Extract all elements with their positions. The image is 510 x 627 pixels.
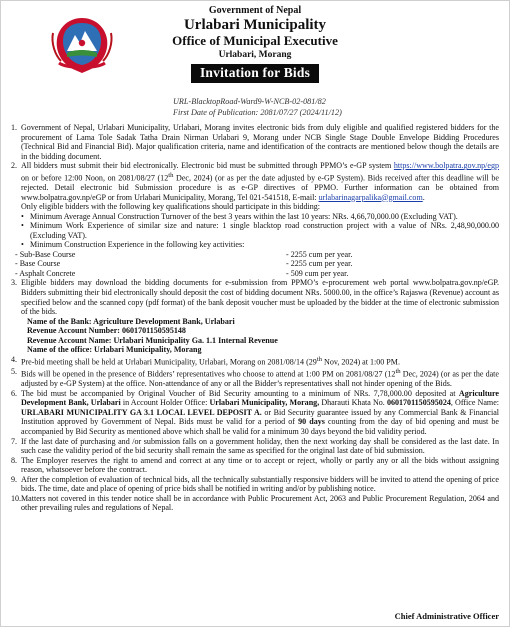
municipality-title: Urlabari Municipality bbox=[183, 17, 327, 33]
clause-text: . bbox=[422, 192, 425, 202]
clause-text: Nov, 2024) at 1:00 PM. bbox=[322, 357, 400, 367]
clause-3 bbox=[11, 278, 499, 316]
clause-9 bbox=[11, 475, 499, 494]
clause-text: Dec, 2024) (or as per the date adjusted by e-GP System). Bids received after this deadline will be rejected. Detail electronic bid Submission procedure is as e-GP directives of PPMO. Further information can be obtained from www.bolpatra.gov.np/eGP or from Urlabari Municipality, Morang, Tel 021-541518, E-mail: bbox=[21, 173, 499, 202]
activity-quantity: - 509 cum per year. bbox=[286, 268, 349, 278]
qualification-text: Minimum Average Annual Construction Turnover of the best 3 years within the last 10 years: NRs. 4,66,70,000.00 (Excluding VAT). bbox=[30, 211, 458, 221]
activity-name: - Asphalt Concrete bbox=[15, 268, 76, 278]
qualification-text: Minimum Construction Experience in the following key activities: bbox=[30, 240, 245, 250]
clause-number: 10. bbox=[11, 493, 22, 503]
eligibility-intro: Only eligible bidders with the following key qualifications should participate in this bidding: bbox=[21, 202, 321, 212]
clause-text: After the completion of evaluation of technical bids, all the technically substantially responsive bidders will be invited to attend the opening of price bids. The time, date and place of opening of price bids shall be notified in writing and/or by publishing notice. bbox=[21, 474, 499, 494]
qualification-activities bbox=[11, 240, 499, 250]
revenue-account-number: Revenue Account Number: 0601701150595148 bbox=[27, 326, 186, 336]
qualification-turnover bbox=[11, 212, 499, 222]
clause-number: 6. bbox=[11, 388, 18, 398]
clause-text: Dharauti Khata No. bbox=[319, 398, 387, 408]
clause-number: 8. bbox=[11, 455, 18, 465]
clause-text: The bid must be accompanied by Original Voucher of Bid Security amounting to a minimum of NRs. 7,78,000.00 deposited at bbox=[21, 388, 459, 398]
clause-text: If the last date of purchasing and /or submission falls on a government holiday, then the next working day shall be considered as the last date. In such case the validity period of the bid security shall remain the same as specified for the original last date of bid submission. bbox=[21, 436, 499, 456]
clause-text: All bidders must submit their bid electronically. Electronic bid must be submitted through PPMO’s e-GP system bbox=[21, 161, 394, 171]
egp-link[interactable]: https://www.bolpatra.gov.np/egp bbox=[393, 161, 499, 171]
revenue-account-name: Revenue Account Name: Urlabari Municipality Ga. 1.1 Internal Revenue bbox=[27, 335, 278, 345]
clause-text: counting from the day of bid opening and must be accompanied by Bid Security as mentioned above which shall be valid for a minimum 30 days beyond the bid validity period. bbox=[21, 417, 499, 436]
header bbox=[11, 5, 499, 123]
clause-7 bbox=[11, 437, 499, 456]
account-holder: Urlabari Municipality, Morang, bbox=[209, 398, 320, 408]
clause-text: Government of Nepal, Urlabari Municipality, Urlabari, Morang invites electronic bids from duly eligible and qualified registered bidders for the procurement of Lama Tole Sadak Tatha Drain Nirman Urlabari 9, Morang under NCB Single Stage Double Envelope Bidding Procedures (Technical Bid and Financial Bid). Major qualification criteria, name and identification of the contracts are mentioned below though the details are in the bidding document. bbox=[21, 123, 499, 161]
invitation-banner: Invitation for Bids bbox=[191, 64, 319, 83]
deposit-account-number: 0601701150595024 bbox=[386, 398, 451, 408]
ordinal-suffix: th bbox=[395, 368, 401, 376]
clause-number: 5. bbox=[11, 367, 18, 377]
clause-number: 9. bbox=[11, 474, 18, 484]
clause-number: 3. bbox=[11, 278, 18, 288]
clause-1 bbox=[11, 123, 499, 161]
activity-name: - Sub-Base Course bbox=[15, 249, 76, 259]
bullet-icon: • bbox=[21, 211, 24, 221]
clause-number: 2. bbox=[11, 161, 18, 171]
bullet-icon: • bbox=[21, 240, 24, 250]
clause-text: in Account Holder Office: bbox=[120, 398, 210, 408]
clause-text: Bids will be opened in the presence of Bidders’ representatives who choose to attend at 1:00 PM on 2081/08/27 (12 bbox=[21, 369, 396, 379]
activity-name: - Base Course bbox=[15, 259, 61, 269]
clause-text: Eligible bidders may download the bidding documents for e-submission from PPMO’s e-procurement web portal www.bolpatra.gov.np/eGP. Bidders submitting their bid electronically should deposit the cost of bidding document NRs. 5000.00, in the office’s Rajaswa (Revenue) account as specified below and the scanned copy (pdf format) of the bank deposit voucher must be uploaded by the bidder at the time of electronic submission of the bids. bbox=[21, 278, 499, 317]
government-label: Government of Nepal bbox=[208, 5, 302, 16]
deposit-office-name: URLABARI MUNICIPALITY GA 3.1 LOCAL LEVEL DEPOSIT A. bbox=[21, 407, 262, 417]
email-link[interactable]: urlabarinagarpalika@gmail.com bbox=[318, 192, 423, 202]
clause-text: Dec, 2024) (or as per the date adjusted by e-GP System) at the office. Non-attendance of any or all the Bidder’s representatives shall not hinder opening of the Bids. bbox=[21, 369, 499, 389]
experience-row bbox=[11, 269, 499, 279]
clause-text: The Employer reserves the right to amend and correct at any time or to accept or reject, wholly or partly any or all the bids without assigning reason, whatsoever before the contract. bbox=[21, 455, 499, 475]
bank-name: Name of the Bank: Agriculture Development Bank, Urlabari bbox=[27, 316, 235, 326]
clause-4 bbox=[11, 355, 499, 367]
clause-number: 4. bbox=[11, 354, 18, 364]
clause-text: , Office Name: bbox=[450, 398, 500, 408]
clause-2 bbox=[11, 161, 499, 202]
notice-body bbox=[11, 123, 499, 513]
qualification-text: Minimum Work Experience of similar size and nature: 1 single blacktop road construction project with a value of NRs. 2,48,90,000.00 (Excluding VAT). bbox=[30, 221, 499, 240]
activity-quantity: - 2255 cum per year. bbox=[286, 249, 353, 259]
ordinal-suffix: th bbox=[316, 355, 323, 363]
publication-date: First Date of Publication: 2081/07/27 (2024/11/12) bbox=[173, 107, 342, 117]
reference-number: URL-BlacktopRoad-Ward9-W-NCB-02-081/82 bbox=[173, 97, 326, 106]
clause-10 bbox=[11, 494, 499, 513]
office-name: Name of the office: Urlabari Municipality, Morang bbox=[27, 345, 202, 355]
clause-text: on or before 12:00 Noon, on 2081/08/27 (12 bbox=[21, 173, 169, 183]
address: Urlabari, Morang bbox=[218, 50, 292, 60]
signature-block: Chief Administrative Officer bbox=[394, 611, 499, 621]
deposit-bank: Agriculture Development Bank, Urlabari bbox=[21, 388, 499, 408]
clause-5 bbox=[11, 367, 499, 389]
activity-quantity: - 2255 cum per year. bbox=[286, 259, 353, 269]
clause-8 bbox=[11, 456, 499, 475]
ordinal-suffix: th bbox=[168, 171, 174, 179]
clause-6 bbox=[11, 389, 499, 437]
qualification-experience bbox=[11, 221, 499, 240]
clause-text: or Bid Security guarantee issued by any Commercial Bank & Financial Institution approved by Government of Nepal. Bids must be valid for a period of bbox=[21, 407, 499, 427]
office-title: Office of Municipal Executive bbox=[172, 33, 338, 48]
experience-row bbox=[11, 259, 499, 269]
clause-text: Matters not covered in this tender notice shall be in accordance with Public Procurement Act, 2063 and Public Procurement Regulation, 2064 and other prevailing rules and regulations of Nepal. bbox=[21, 493, 499, 513]
experience-row bbox=[11, 250, 499, 260]
clause-text: Pre-bid meeting shall be held at Urlabari Municipality, Urlabari, Morang on 2081/08/14 (29 bbox=[21, 357, 317, 367]
bullet-icon: • bbox=[21, 221, 24, 231]
validity-days: 90 days bbox=[298, 417, 325, 427]
clause-number: 1. bbox=[11, 123, 18, 132]
clause-number: 7. bbox=[11, 436, 18, 446]
